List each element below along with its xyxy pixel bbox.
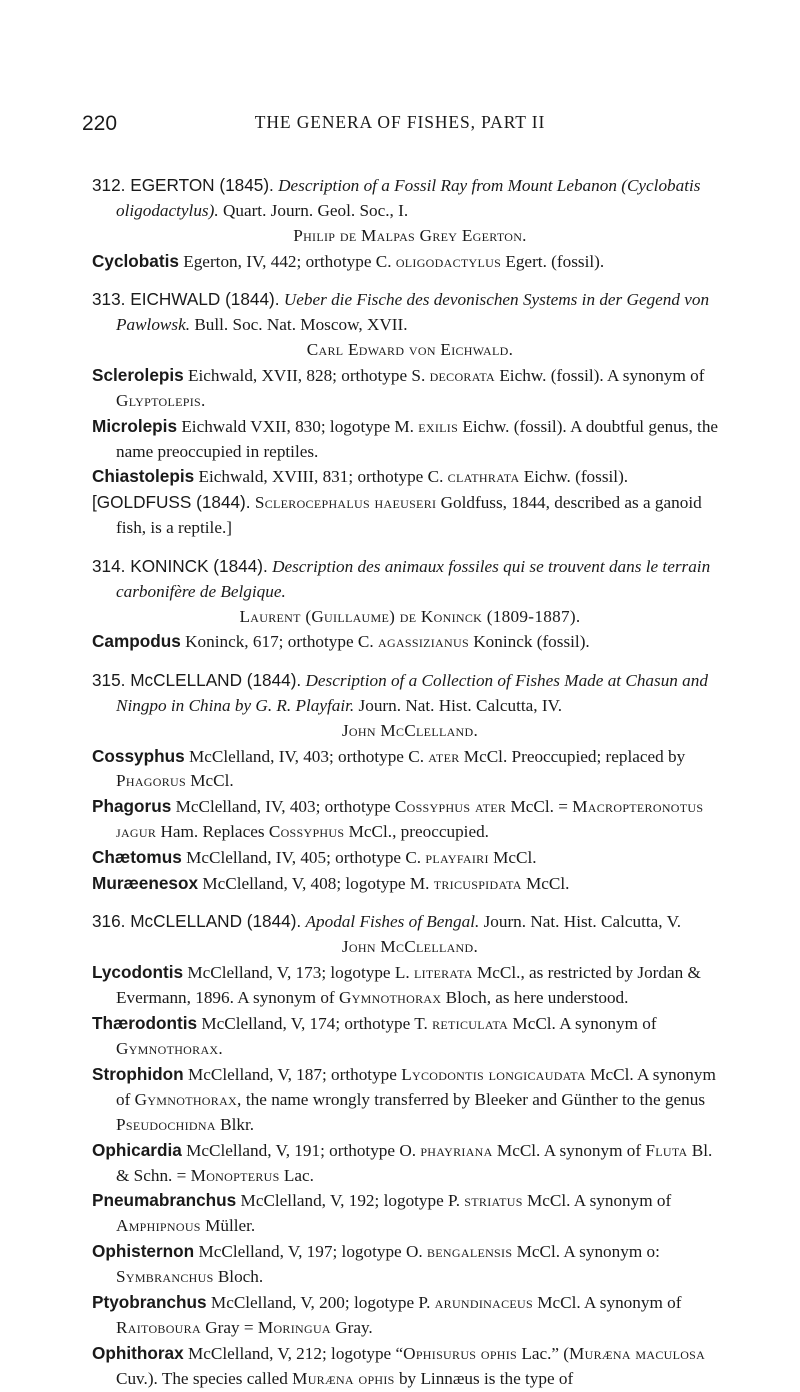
entry-heading: [GOLDFUSS (1844).: [92, 492, 251, 513]
genus-entry: Phagorus McClelland, IV, 403; orthotype Cossyphus ater McCl. = Macropteronotus jagur Ham. Replaces Cossyphus McCl., preoccupied.: [92, 796, 704, 842]
genus-name: Campodus: [92, 631, 181, 652]
running-head: [0, 112, 800, 142]
genus-entry: Campodus Koninck, 617; orthotype C. agassizianus Koninck (fossil).: [92, 631, 590, 652]
genus-entry: Cyclobatis Egerton, IV, 442; orthotype C. oligodactylus Egert. (fossil).: [92, 250, 605, 271]
genus-name: Pneumabranchus: [92, 1190, 237, 1211]
genus-name: Lycodontis: [92, 962, 184, 983]
author-name: John McClelland.: [341, 720, 479, 740]
entry-heading: 313. EICHWALD (1844).: [92, 289, 280, 310]
genus-entry: Muræenesox McClelland, V, 408; logotype M. tricuspidata McCl.: [92, 873, 570, 894]
entry-314-citation: [92, 554, 728, 605]
genus-entry: Sclerolepis Eichwald, XVII, 828; orthotype S. decorata Eichw. (fossil). A synonym of Glyptolepis.: [92, 364, 705, 410]
genus-name: Sclerolepis: [92, 364, 184, 385]
source: Quart. Journ. Geol. Soc., I.: [222, 200, 409, 220]
entry-heading: 314. KONINCK (1844).: [92, 555, 268, 576]
source: Journ. Nat. Hist. Calcutta, IV.: [358, 695, 563, 715]
work-title: Ueber die Fische des devonischen Systems in der Gegend von Pawlowsk.: [116, 290, 710, 335]
genus-name: Ophithorax: [92, 1342, 184, 1363]
work-title: Apodal Fishes of Bengal.: [305, 912, 480, 932]
genus-name: Ptyobranchus: [92, 1292, 207, 1313]
genus-name: Phagorus: [92, 796, 172, 817]
genus-name: Cossyphus: [92, 745, 185, 766]
author-name: Philip de Malpas Grey Egerton.: [293, 225, 527, 245]
page-number: 220: [82, 112, 118, 135]
genus-entry: Ophisternon McClelland, V, 197; logotype O. bengalensis McCl. A synonym o: Symbranchus Bloch.: [92, 1241, 660, 1287]
genus-name: Cyclobatis: [92, 250, 179, 271]
goldfuss-note: [GOLDFUSS (1844). Sclerocephalus haeuseri Goldfuss, 1844, described as a ganoid fish, is a reptile.]: [92, 492, 702, 538]
genus-entry: Cossyphus McClelland, IV, 403; orthotype C. ater McCl. Preoccupied; replaced by Phagorus McCl.: [92, 745, 686, 791]
genus-name: Strophidon: [92, 1063, 184, 1084]
entry-312-citation: [92, 173, 728, 224]
genus-name: Ophicardia: [92, 1139, 182, 1160]
entry-heading: 316. McCLELLAND (1844).: [92, 911, 302, 932]
work-title: Description des animaux fossiles qui se trouvent dans le terrain carbonifère de Belgique.: [116, 556, 711, 601]
genus-name: Chiastolepis: [92, 466, 195, 487]
genus-entry: Ophithorax McClelland, V, 212; logotype “Ophisurus ophis Lac.” (Muræna maculosa Cuv.). The species called Muræna ophis by Linnæus is the type of: [92, 1342, 706, 1388]
genus-entry: Chætomus McClelland, IV, 405; orthotype C. playfairi McCl.: [92, 847, 537, 868]
running-title: THE GENERA OF FISHES, PART II: [254, 112, 546, 132]
genus-entry: Lycodontis McClelland, V, 173; logotype L. literata McCl., as restricted by Jordan & Evermann, 1896. A synonym of Gymnothorax Bloch, as here understood.: [92, 962, 701, 1008]
author-name: Carl Edward von Eichwald.: [306, 339, 514, 359]
page-body: [92, 173, 728, 1392]
author-name: John McClelland.: [341, 937, 479, 957]
entry-heading: 312. EGERTON (1845).: [92, 175, 274, 195]
author-name: Laurent (Guillaume) de Koninck (1809-1887).: [239, 606, 581, 626]
entry-313-citation: [92, 287, 728, 338]
source: Bull. Soc. Nat. Moscow, XVII.: [194, 315, 408, 335]
genus-entry: Strophidon McClelland, V, 187; orthotype Lycodontis longicaudata McCl. A synonym of Gymnothorax, the name wrongly transferred by Bleeker and Günther to the genus Pseudochidna Blkr.: [92, 1063, 716, 1134]
genus-entry: Ophicardia McClelland, V, 191; orthotype O. phayriana McCl. A synonym of Fluta Bl. & Schn. = Monopterus Lac.: [92, 1139, 713, 1185]
genus-name: Thærodontis: [92, 1013, 198, 1034]
genus-entry: Chiastolepis Eichwald, XVIII, 831; orthotype C. clathrata Eichw. (fossil).: [92, 466, 629, 487]
genus-entry: Ptyobranchus McClelland, V, 200; logotype P. arundinaceus McCl. A synonym of Raitoboura Gray = Moringua Gray.: [92, 1292, 682, 1337]
source: Journ. Nat. Hist. Calcutta, V.: [483, 912, 682, 932]
entry-heading: 315. McCLELLAND (1844).: [92, 669, 302, 690]
genus-name: Muræenesox: [92, 873, 199, 894]
entry-316-citation: [92, 909, 728, 935]
genus-entry: Thærodontis McClelland, V, 174; orthotype T. reticulata McCl. A synonym of Gymnothorax.: [92, 1013, 657, 1058]
genus-entry: Pneumabranchus McClelland, V, 192; logotype P. striatus McCl. A synonym of Amphipnous Müller.: [92, 1190, 672, 1236]
work-title: Description of a Fossil Ray from Mount Lebanon (Cyclobatis oligodactylus).: [116, 176, 701, 220]
genus-name: Chætomus: [92, 847, 182, 868]
genus-name: Ophisternon: [92, 1241, 195, 1262]
genus-entry: Microlepis Eichwald VXII, 830; logotype M. exilis Eichw. (fossil). A doubtful genus, the name preoccupied in reptiles.: [92, 415, 719, 461]
work-title: Description of a Collection of Fishes Made at Chasun and Ningpo in China by G. R. Playfair.: [116, 670, 708, 715]
entry-315-citation: [92, 668, 728, 719]
genus-name: Microlepis: [92, 415, 178, 436]
